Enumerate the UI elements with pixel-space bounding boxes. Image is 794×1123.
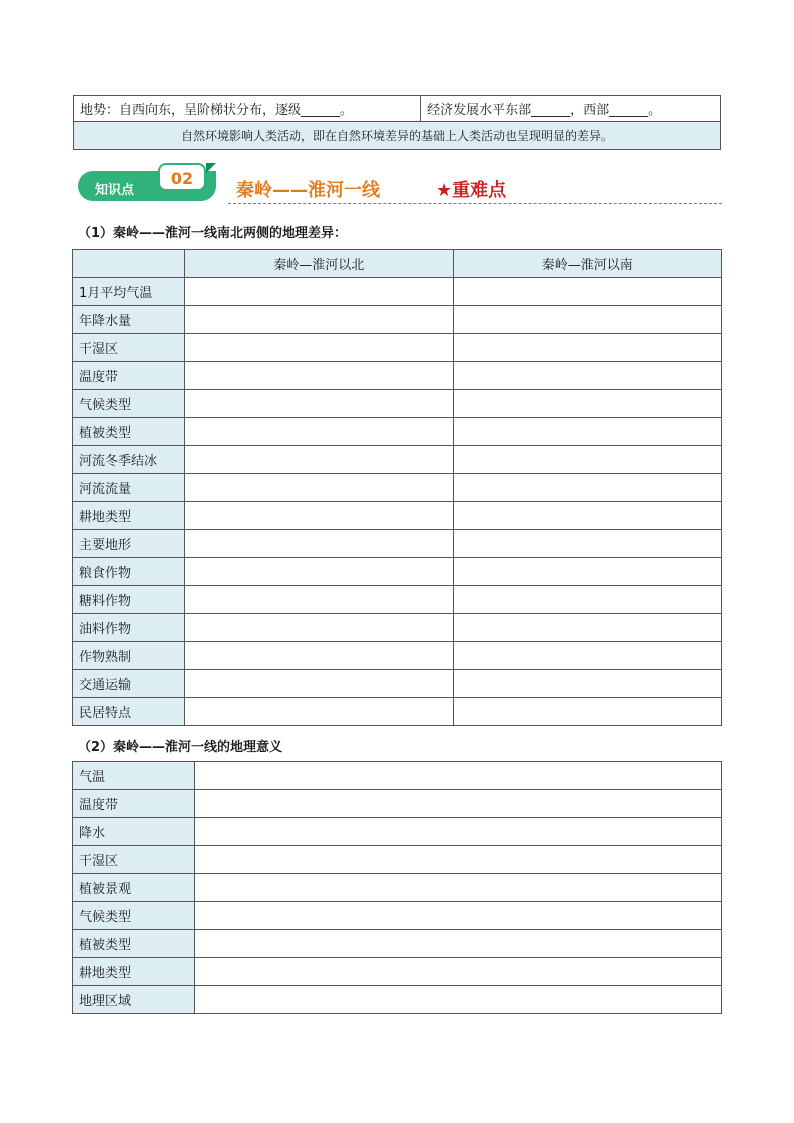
terrain-economy-table xyxy=(73,95,721,150)
north-answer-cell[interactable] xyxy=(185,502,454,530)
table-row xyxy=(73,334,722,362)
table-row xyxy=(73,818,722,846)
row-label: 交通运输 xyxy=(73,670,185,698)
north-answer-cell[interactable] xyxy=(185,670,454,698)
dashed-divider xyxy=(228,203,722,204)
south-answer-cell[interactable] xyxy=(453,586,722,614)
south-answer-cell[interactable] xyxy=(453,642,722,670)
south-answer-cell[interactable] xyxy=(453,362,722,390)
table-row xyxy=(73,390,722,418)
south-answer-cell[interactable] xyxy=(453,474,722,502)
answer-cell[interactable] xyxy=(195,930,722,958)
table-row xyxy=(73,762,722,790)
north-answer-cell[interactable] xyxy=(185,418,454,446)
south-answer-cell[interactable] xyxy=(453,558,722,586)
answer-cell[interactable] xyxy=(195,958,722,986)
north-answer-cell[interactable] xyxy=(185,558,454,586)
knowledge-point-header xyxy=(78,163,724,205)
row-label: 油料作物 xyxy=(73,614,185,642)
header-corner xyxy=(73,250,185,278)
north-answer-cell[interactable] xyxy=(185,474,454,502)
question-1-title: （1）秦岭——淮河一线南北两侧的地理差异： xyxy=(78,226,348,241)
table-row xyxy=(73,874,722,902)
row-label: 温度带 xyxy=(73,790,195,818)
row-label: 河流流量 xyxy=(73,474,185,502)
south-answer-cell[interactable] xyxy=(453,446,722,474)
row-label: 糖料作物 xyxy=(73,586,185,614)
answer-cell[interactable] xyxy=(195,902,722,930)
row-label: 温度带 xyxy=(73,362,185,390)
row-label: 作物熟制 xyxy=(73,642,185,670)
south-answer-cell[interactable] xyxy=(453,670,722,698)
terrain-cell: 地势：自西向东，呈阶梯状分布，逐级______。 xyxy=(74,96,421,122)
table-row xyxy=(73,902,722,930)
row-label: 主要地形 xyxy=(73,530,185,558)
row-label: 植被景观 xyxy=(73,874,195,902)
header-north: 秦岭—淮河以北 xyxy=(185,250,454,278)
row-label: 耕地类型 xyxy=(73,958,195,986)
table-row xyxy=(73,502,722,530)
row-label: 干湿区 xyxy=(73,846,195,874)
badge-label: 知识点 xyxy=(95,183,135,198)
row-label: 民居特点 xyxy=(73,698,185,726)
north-answer-cell[interactable] xyxy=(185,306,454,334)
north-answer-cell[interactable] xyxy=(185,586,454,614)
south-answer-cell[interactable] xyxy=(453,278,722,306)
south-answer-cell[interactable] xyxy=(453,698,722,726)
table-row xyxy=(73,642,722,670)
north-south-difference-table xyxy=(72,249,722,726)
row-label: 植被类型 xyxy=(73,418,185,446)
row-label: 年降水量 xyxy=(73,306,185,334)
key-difficulty-tag: ★重难点 xyxy=(436,180,507,201)
south-answer-cell[interactable] xyxy=(453,306,722,334)
south-answer-cell[interactable] xyxy=(453,614,722,642)
table-row xyxy=(73,278,722,306)
table-row xyxy=(73,474,722,502)
answer-cell[interactable] xyxy=(195,790,722,818)
north-answer-cell[interactable] xyxy=(185,446,454,474)
answer-cell[interactable] xyxy=(195,874,722,902)
north-answer-cell[interactable] xyxy=(185,642,454,670)
south-answer-cell[interactable] xyxy=(453,530,722,558)
answer-cell[interactable] xyxy=(195,986,722,1014)
table-row xyxy=(73,306,722,334)
north-answer-cell[interactable] xyxy=(185,698,454,726)
north-answer-cell[interactable] xyxy=(185,362,454,390)
table-row xyxy=(73,930,722,958)
badge-fold-decoration xyxy=(206,163,216,173)
row-label: 地理区域 xyxy=(73,986,195,1014)
row-label: 河流冬季结冰 xyxy=(73,446,185,474)
north-answer-cell[interactable] xyxy=(185,530,454,558)
question-2-title: （2）秦岭——淮河一线的地理意义 xyxy=(78,740,283,755)
south-answer-cell[interactable] xyxy=(453,502,722,530)
table-row xyxy=(73,362,722,390)
row-label: 降水 xyxy=(73,818,195,846)
answer-cell[interactable] xyxy=(195,762,722,790)
table-row xyxy=(73,958,722,986)
row-label: 1月平均气温 xyxy=(73,278,185,306)
row-label: 干湿区 xyxy=(73,334,185,362)
row-label: 气候类型 xyxy=(73,902,195,930)
table-header-row xyxy=(73,250,722,278)
table-row xyxy=(73,698,722,726)
header-south: 秦岭—淮河以南 xyxy=(453,250,722,278)
table-row xyxy=(73,586,722,614)
row-label: 粮食作物 xyxy=(73,558,185,586)
table-row xyxy=(73,670,722,698)
north-answer-cell[interactable] xyxy=(185,278,454,306)
table-row xyxy=(73,558,722,586)
table-row xyxy=(73,446,722,474)
table-row xyxy=(73,986,722,1014)
knowledge-point-number: 02 xyxy=(158,163,206,191)
south-answer-cell[interactable] xyxy=(453,334,722,362)
row-label: 植被类型 xyxy=(73,930,195,958)
table-row xyxy=(73,530,722,558)
north-answer-cell[interactable] xyxy=(185,334,454,362)
north-answer-cell[interactable] xyxy=(185,614,454,642)
answer-cell[interactable] xyxy=(195,818,722,846)
row-label: 耕地类型 xyxy=(73,502,185,530)
table-row xyxy=(73,846,722,874)
north-answer-cell[interactable] xyxy=(185,390,454,418)
row-label: 气温 xyxy=(73,762,195,790)
summary-cell: 自然环境影响人类活动，即在自然环境差异的基础上人类活动也呈现明显的差异。 xyxy=(74,122,721,150)
knowledge-point-title: 秦岭——淮河一线 xyxy=(236,180,380,201)
row-label: 气候类型 xyxy=(73,390,185,418)
economy-cell: 经济发展水平东部______，西部______。 xyxy=(421,96,721,122)
south-answer-cell[interactable] xyxy=(453,390,722,418)
table-row xyxy=(73,614,722,642)
significance-table xyxy=(72,761,722,1014)
table-row xyxy=(73,790,722,818)
answer-cell[interactable] xyxy=(195,846,722,874)
south-answer-cell[interactable] xyxy=(453,418,722,446)
table-row xyxy=(73,418,722,446)
